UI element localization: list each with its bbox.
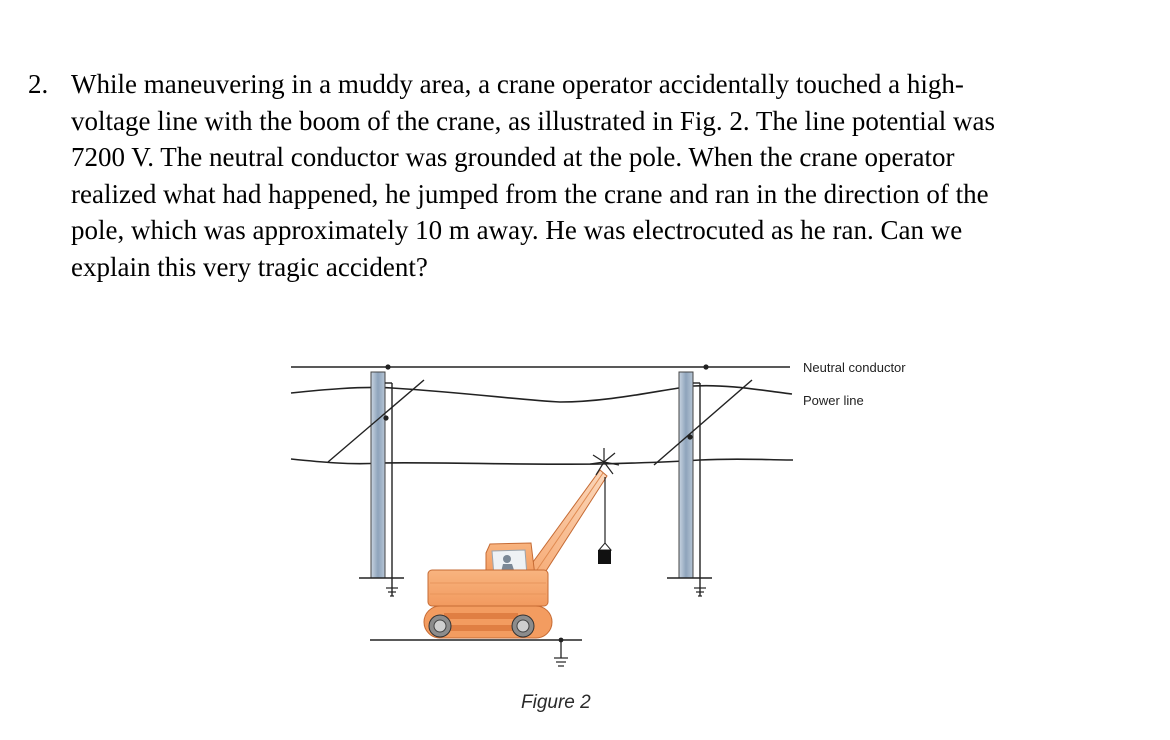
hook-weight — [598, 550, 611, 564]
problem-line-3: 7200 V. The neutral conductor was grounded at the pole. When the crane operator — [71, 142, 955, 172]
problem-line-4: realized what had happened, he jumped from the crane and ran in the direction of the — [71, 178, 989, 209]
neutral-conductor-label: Neutral conductor — [803, 360, 906, 375]
spark-icon — [590, 448, 619, 475]
problem-line-1: While maneuvering in a muddy area, a crane operator accidentally touched a high- — [71, 69, 964, 99]
problem-line-6: explain this very tragic accident? — [71, 251, 428, 282]
figure-caption: Figure 2 — [521, 692, 591, 713]
ground-line — [370, 638, 582, 666]
left-pole — [328, 372, 424, 596]
problem-line-5: pole, which was approximately 10 m away. He was electrocuted as he ran. Can we — [71, 215, 963, 245]
crane-wheel-left — [429, 615, 451, 637]
crane-wheel-right — [512, 615, 534, 637]
power-line-lower — [291, 459, 793, 464]
crane — [424, 470, 611, 638]
neutral-conductor — [291, 364, 790, 369]
power-line-label: Power line — [803, 393, 864, 408]
problem-line-2: voltage line with the boom of the crane, as illustrated in Fig. 2. The line potential was — [71, 105, 996, 136]
power-line-upper — [291, 386, 792, 402]
right-pole — [654, 372, 752, 596]
crane-body — [428, 570, 548, 606]
problem-number: 2. — [28, 69, 49, 99]
